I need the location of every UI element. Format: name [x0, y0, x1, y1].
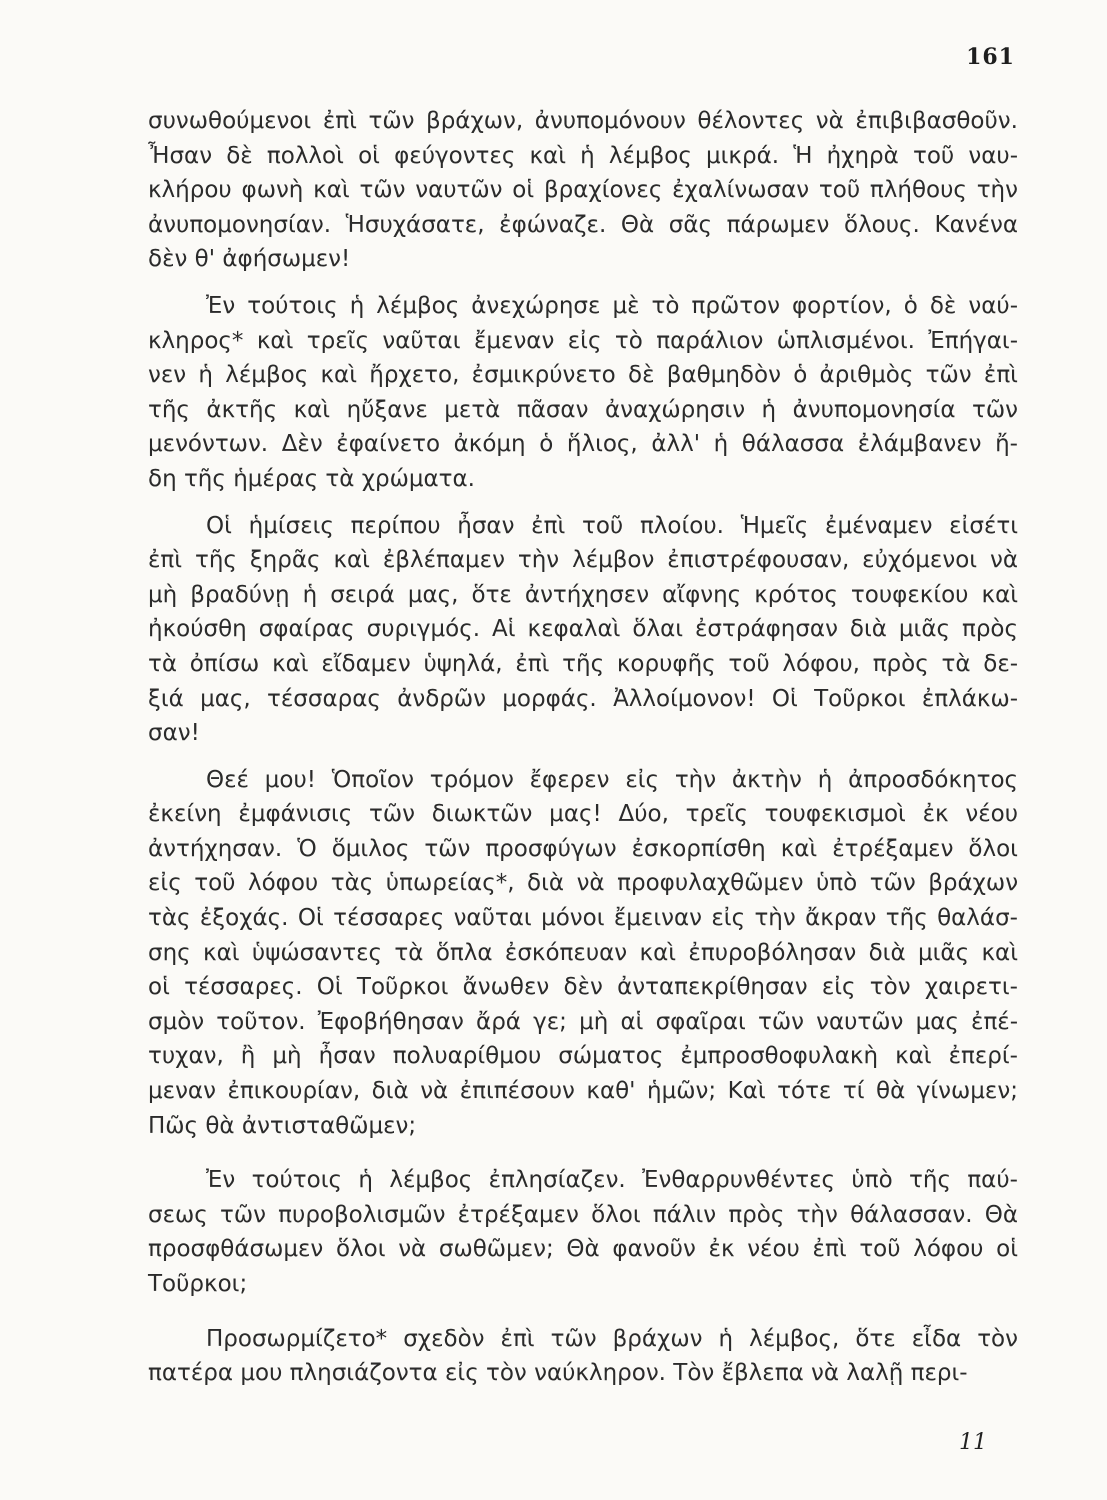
signature-mark: 11 — [959, 1430, 987, 1455]
text-line: Ἐν τούτοις ἡ λέμβος ἀνεχώρησε μὲ τὸ πρῶτον φορτίον, ὁ δὲ ναύ- — [206, 292, 1018, 319]
text-line: ἐκείνη ἐμφάνισις τῶν διωκτῶν μας! Δύο, τρεῖς τουφεκισμοὶ ἐκ νέου — [148, 801, 1019, 828]
text-line: κλήρου φωνὴ καὶ τῶν ναυτῶν οἱ βραχίονες ἐχαλίνωσαν τοῦ πλήθους τὴν — [148, 177, 1018, 204]
text-line: εἰς τοῦ λόφου τὰς ὑπωρείας*, διὰ νὰ προφυλαχθῶμεν ὑπὸ τῶν βράχων — [148, 870, 1019, 897]
text-line: ἠκούσθη σφαίρας συριγμός. Αἱ κεφαλαὶ ὅλαι ἐστράφησαν διὰ μιᾶς πρὸς — [148, 616, 1018, 643]
text-line: σμὸν τοῦτον. Ἐφοβήθησαν ἄρά γε; μὴ αἱ σφαῖραι τῶν ναυτῶν μας ἐπέ- — [148, 1008, 1019, 1035]
text-line: κληρος* καὶ τρεῖς ναῦται ἔμεναν εἰς τὸ παράλιον ὡπλισμένοι. Ἐπήγαι- — [148, 327, 1019, 354]
paragraph-2 — [148, 289, 1018, 497]
text-line: Οἱ ἡμίσεις περίπου ἦσαν ἐπὶ τοῦ πλοίου. Ἡμεῖς ἐμέναμεν εἰσέτι — [206, 512, 1019, 539]
paragraph-6 — [148, 1322, 1018, 1391]
text-line: μὴ βραδύνῃ ἡ σειρά μας, ὅτε ἀντήχησεν αἴφνης κρότος τουφεκίου καὶ — [148, 581, 1019, 608]
text-line: συνωθούμενοι ἐπὶ τῶν βράχων, ἀνυπομόνουν θέλοντες νὰ ἐπιβιβασθοῦν. — [148, 108, 1018, 134]
text-line: Πῶς θὰ ἀντισταθῶμεν; — [148, 1112, 417, 1139]
text-line: δὲν θ' ἀφήσωμεν! — [148, 246, 351, 273]
paragraph-4 — [148, 763, 1018, 1144]
body-text — [148, 104, 1018, 1391]
text-line: τῆς ἀκτῆς καὶ ηὔξανε μετὰ πᾶσαν ἀναχώρησιν ἡ ἀνυπομονησία τῶν — [148, 396, 1018, 423]
page-number: 161 — [966, 44, 1015, 70]
text-line: τυχαν, ἢ μὴ ἦσαν πολυαρίθμου σώματος ἐμπροσθοφυλακὴ καὶ ἐπερί- — [148, 1043, 1018, 1070]
text-line: πατέρα μου πλησιάζοντα εἰς τὸν ναύκληρον. Τὸν ἔβλεπα νὰ λαλῇ περι- — [148, 1360, 968, 1387]
text-line: ξιά μας, τέσσαρας ἀνδρῶν μορφάς. Ἀλλοίμονον! Οἱ Τοῦρκοι ἐπλάκω- — [148, 685, 1019, 712]
text-line: δη τῆς ἡμέρας τὰ χρώματα. — [148, 465, 475, 492]
text-line: ἀντήχησαν. Ὁ ὅμιλος τῶν προσφύγων ἐσκορπίσθη καὶ ἐτρέξαμεν ὅλοι — [148, 835, 1018, 862]
text-line: ἐπὶ τῆς ξηρᾶς καὶ ἐβλέπαμεν τὴν λέμβον ἐπιστρέφουσαν, εὐχόμενοι νὰ — [148, 547, 1018, 574]
text-line: οἱ τέσσαρες. Οἱ Τοῦρκοι ἄνωθεν δὲν ἀνταπεκρίθησαν εἰς τὸν χαιρετι- — [148, 974, 1018, 1001]
text-line: Ἦσαν δὲ πολλοὶ οἱ φεύγοντες καὶ ἡ λέμβος μικρά. Ἡ ἠχηρὰ τοῦ ναυ- — [148, 142, 1018, 169]
text-line: προσφθάσωμεν ὅλοι νὰ σωθῶμεν; Θὰ φανοῦν ἐκ νέου ἐπὶ τοῦ λόφου οἱ — [148, 1236, 1019, 1263]
text-line: σης καὶ ὑψώσαντες τὰ ὅπλα ἐσκόπευαν καὶ ἐπυροβόλησαν διὰ μιᾶς καὶ — [148, 939, 1018, 966]
text-line: μεναν ἐπικουρίαν, διὰ νὰ ἐπιπέσουν καθ' ἡμῶν; Καὶ τότε τί θὰ γίνωμεν; — [148, 1078, 1018, 1105]
text-line: Θεέ μου! Ὁποῖον τρόμον ἔφερεν εἰς τὴν ἀκτὴν ἡ ἀπροσδόκητος — [206, 766, 1019, 793]
text-line: Ἐν τούτοις ἡ λέμβος ἐπλησίαζεν. Ἐνθαρρυνθέντες ὑπὸ τῆς παύ- — [206, 1167, 1018, 1194]
text-line: τὰ ὀπίσω καὶ εἴδαμεν ὑψηλά, ἐπὶ τῆς κορυφῆς τοῦ λόφου, πρὸς τὰ δε- — [148, 650, 1019, 677]
text-line: Τοῦρκοι; — [148, 1271, 248, 1297]
paragraph-3 — [148, 509, 1018, 751]
text-line: τὰς ἐξοχάς. Οἱ τέσσαρες ναῦται μόνοι ἔμειναν εἰς τὴν ἄκραν τῆς θαλάσ- — [148, 905, 1018, 932]
paragraph-5 — [148, 1163, 1018, 1301]
text-line: Προσωρμίζετο* σχεδὸν ἐπὶ τῶν βράχων ἡ λέμβος, ὅτε εἶδα τὸν — [206, 1325, 1018, 1352]
text-line: σαν! — [148, 720, 200, 747]
text-line: ἀνυπομονησίαν. Ἡσυχάσατε, ἐφώναζε. Θὰ σᾶς πάρωμεν ὅλους. Κανένα — [148, 211, 1019, 238]
text-line: μενόντων. Δὲν ἐφαίνετο ἀκόμη ὁ ἥλιος, ἀλλ' ἡ θάλασσα ἐλάμβανεν ἤ- — [148, 431, 1018, 458]
text-line: σεως τῶν πυροβολισμῶν ἐτρέξαμεν ὅλοι πάλιν πρὸς τὴν θάλασσαν. Θὰ — [148, 1201, 1019, 1228]
paragraph-1 — [148, 104, 1018, 277]
text-line: νεν ἡ λέμβος καὶ ἤρχετο, ἐσμικρύνετο δὲ βαθμηδὸν ὁ ἀριθμὸς τῶν ἐπὶ — [148, 362, 1018, 389]
